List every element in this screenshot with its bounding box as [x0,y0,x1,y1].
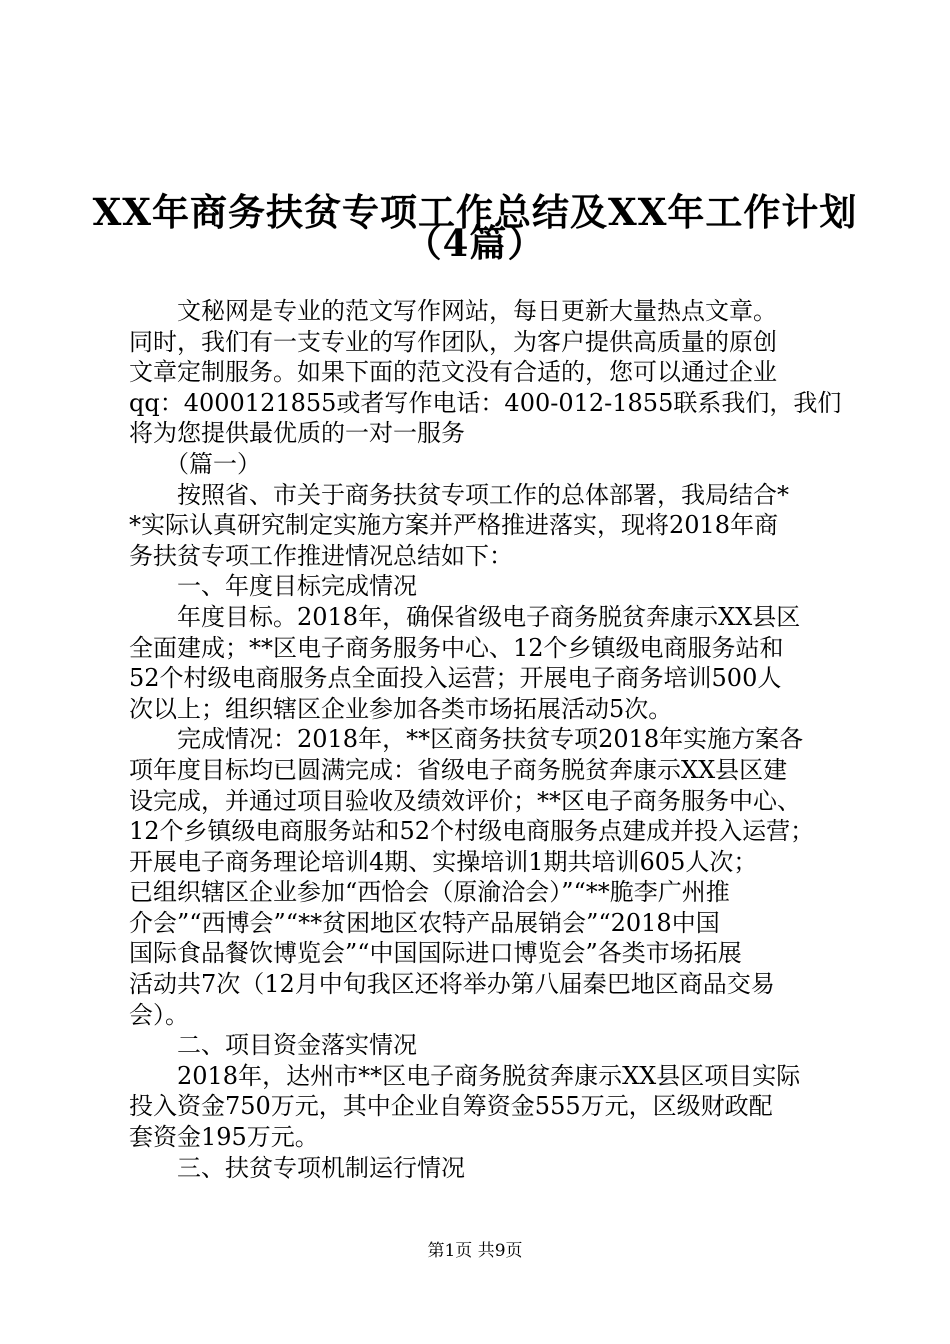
body-line: 设完成，并通过项目验收及绩效评价；**区电子商务服务中心、 [129,786,801,815]
body-line: 投入资金750万元，其中企业自筹资金555万元，区级财政配 [129,1092,773,1121]
body-line: qq：4000121855或者写作电话：400-012-1855联系我们，我们 [129,388,842,417]
body-line: 文秘网是专业的范文写作网站，每日更新大量热点文章。 [129,297,777,325]
body-line: 已组织辖区企业参加“西恰会（原渝洽会）”“**脆李广州推 [129,878,730,907]
body-line: 会）。 [129,1000,189,1029]
section-label-part-one: （篇一） [129,449,261,478]
body-line: 完成情况：2018年，**区商务扶贫专项2018年实施方案各 [129,725,804,754]
document-title-line-1: XX年商务扶贫专项工作总结及XX年工作计划 [92,190,858,234]
body-line: *实际认真研究制定实施方案并严格推进落实，现将2018年商 [129,511,779,540]
body-line: 同时，我们有一支专业的写作团队，为客户提供高质量的原创 [129,327,777,356]
body-line: 次以上；组织辖区企业参加各类市场拓展活动5次。 [129,694,673,723]
document-title-line-2: （4篇） [404,221,546,265]
body-line: 务扶贫专项工作推进情况总结如下： [129,541,513,570]
body-line: 年度目标。2018年，确保省级电子商务脱贫奔康示XX县区 [129,602,801,631]
body-line: 介会”“西博会”“**贫困地区农特产品展销会”“2018中国 [129,908,720,937]
section-heading-3: 三、扶贫专项机制运行情况 [129,1153,465,1182]
body-line: 开展电子商务理论培训4期、实操培训1期共培训605人次； [129,847,758,876]
body-line: 12个乡镇级电商服务站和52个村级电商服务点建成并投入运营； [129,817,815,846]
section-heading-2: 二、项目资金落实情况 [129,1031,417,1060]
body-line: 套资金195万元。 [129,1123,319,1152]
section-heading-1: 一、年度目标完成情况 [129,572,417,601]
body-line: 52个村级电商服务点全面投入运营；开展电子商务培训500人 [129,664,782,693]
body-line: 全面建成；**区电子商务服务中心、12个乡镇级电商服务站和 [129,633,784,662]
body-line: 2018年，达州市**区电子商务脱贫奔康示XX县区项目实际 [129,1061,801,1090]
body-line: 将为您提供最优质的一对一服务 [129,419,465,448]
body-line: 活动共7次（12月中旬我区还将举办第八届秦巴地区商品交易 [129,970,775,999]
document-body [129,296,842,1183]
page-number-footer: 第1页 共9页 [427,1241,523,1261]
body-line: 项年度目标均已圆满完成：省级电子商务脱贫奔康示XX县区建 [129,755,788,784]
body-line: 文章定制服务。如果下面的范文没有合适的，您可以通过企业 [129,358,777,387]
body-line: 按照省、市关于商务扶贫专项工作的总体部署，我局结合* [129,480,789,509]
body-line: 国际食品餐饮博览会”“中国国际进口博览会”各类市场拓展 [129,939,742,968]
